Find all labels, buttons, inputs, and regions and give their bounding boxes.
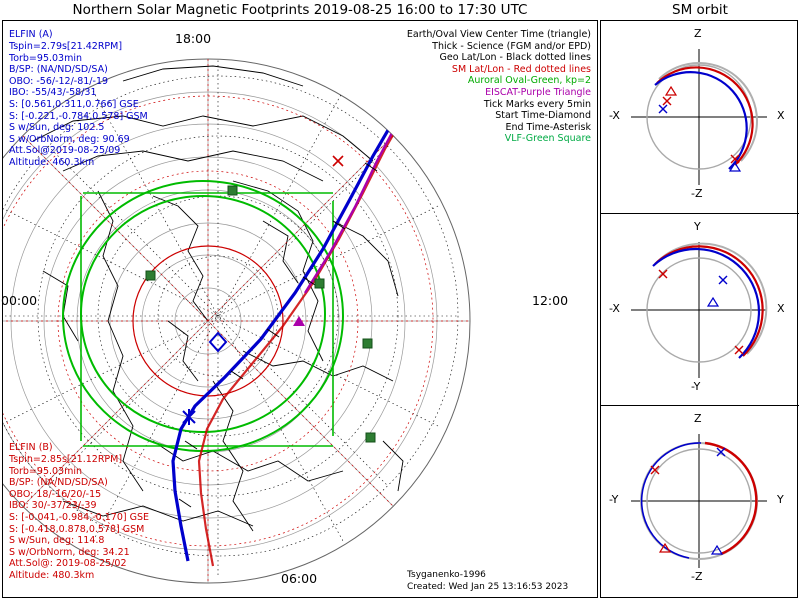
legend-line-0: Earth/Oval View Center Time (triangle)	[406, 29, 591, 40]
legend-line-3: SM Lat/Lon - Red dotted lines	[451, 63, 591, 75]
created-label: Created: Wed Jan 25 13:16:53 2023	[407, 582, 569, 592]
probe-a-line-1: Torb=95.03min	[9, 52, 83, 64]
probe-b-line-4: IBO: 30/-37/23/-39	[9, 500, 97, 512]
probe-a-line-6: S: [-0.221,-0.784,0.578] GSM	[9, 110, 148, 122]
probe-b-line-10: Altitude: 480.3km	[9, 569, 95, 581]
yz-bottom-label: -Z	[691, 570, 703, 584]
probe-a-line-3: OBO: -56/-12/-81/-19	[9, 75, 109, 87]
yz-left-label: -Y	[609, 493, 619, 507]
xz-bottom-label: -Z	[691, 187, 703, 200]
probe-a-line-8: S w/OrbNorm, deg: 90.69	[9, 133, 130, 145]
xz-right-label: X	[777, 109, 785, 122]
probe-a-line-7: S w/Sun, deg: 102.5	[9, 122, 105, 134]
probe-a-line-4: IBO: -55/43/-58/31	[9, 87, 97, 99]
xy-left-label: -X	[609, 301, 620, 315]
sm-orbit-panel	[600, 20, 798, 598]
legend-line-7: Start Time-Diamond	[495, 110, 591, 122]
probe-b-name: ELFIN (B)	[9, 442, 53, 453]
probe-a-line-2: B/SP: (NA/ND/SD/SA)	[9, 64, 108, 76]
probe-a-name: ELFIN (A)	[9, 29, 53, 40]
probe-b-line-6: S: [-0.418,0.878,0.578] GSM	[9, 523, 145, 535]
sm-orbit-xz-plot	[601, 21, 797, 213]
probe-b-info	[9, 454, 149, 582]
probe-a-info	[9, 41, 148, 169]
probe-b-line-1: Torb=95.03min	[9, 465, 83, 477]
xz-left-label: -X	[609, 109, 620, 122]
yz-top-label: Z	[694, 412, 702, 426]
xy-right-label: X	[777, 301, 785, 315]
sm-orbit-xy	[601, 214, 799, 407]
polar-dial-panel	[2, 20, 598, 598]
probe-b-line-8: S w/OrbNorm, deg: 34.21	[9, 546, 130, 558]
legend-line-4: Auroral Oval-Green, kp=2	[467, 75, 591, 87]
legend-line-2: Geo Lat/Lon - Black dotted lines	[439, 52, 591, 64]
xy-bottom-label: -Y	[691, 379, 701, 393]
probe-a-line-10: Altitude: 460.3km	[9, 156, 95, 168]
xy-top-label: Y	[694, 219, 701, 233]
mlt-label-left: 00:00	[1, 293, 38, 308]
sm-orbit-xz	[601, 21, 799, 214]
page-title: Northern Solar Magnetic Footprints 2019-08-25 16:00 to 17:30 UTC	[72, 2, 528, 18]
legend	[291, 29, 591, 145]
probe-b-line-7: S w/Sun, deg: 114.8	[9, 535, 105, 547]
probe-a-line-5: S: [0.561,0.311,0.766] GSE	[9, 98, 139, 110]
model-label: Tsyganenko-1996	[407, 570, 486, 580]
legend-line-8: End Time-Asterisk	[505, 121, 591, 133]
probe-b-line-3: OBO: 18/-16/20/-15	[9, 488, 102, 500]
sm-orbit-yz-plot	[601, 406, 797, 596]
mlt-label-right: 12:00	[532, 293, 569, 308]
legend-line-1: Thick - Science (FGM and/or EPD)	[432, 40, 591, 52]
sm-orbit-xy-plot	[601, 214, 797, 406]
mlt-label-top: 18:00	[175, 31, 212, 46]
legend-line-5: EISCAT-Purple Triangle	[485, 86, 591, 98]
probe-b-line-9: Att.Sol@: 2019-08-25/02	[9, 558, 127, 570]
sm-orbit-yz	[601, 406, 799, 599]
legend-line-9: VLF-Green Square	[504, 133, 591, 145]
probe-b-line-5: S: [-0.041,-0.984,-0.170] GSE	[9, 511, 149, 523]
probe-b-line-2: B/SP: (NA/ND/SD/SA)	[9, 477, 108, 489]
probe-a-line-0: Tspin=2.79s[21.42RPM]	[9, 41, 123, 52]
xz-top-label: Z	[694, 27, 702, 40]
legend-line-6: Tick Marks every 5min	[483, 98, 591, 110]
mlt-label-bottom: 06:00	[281, 571, 318, 586]
probe-b-line-0: Tspin=2.85s[21.12RPM]	[9, 454, 123, 465]
sm-orbit-title: SM orbit	[672, 2, 728, 18]
probe-a-line-9: Att.Sol@2019-08-25/09	[9, 145, 121, 157]
yz-right-label: Y	[777, 493, 784, 507]
